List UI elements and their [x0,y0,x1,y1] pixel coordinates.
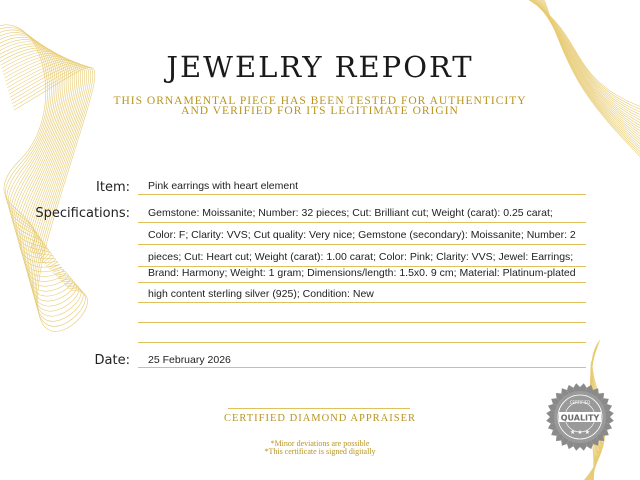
subtitle-line-1: THIS ORNAMENTAL PIECE HAS BEEN TESTED FOR AUTHENTICITY [113,95,527,107]
item-value: Pink earrings with heart element [148,180,298,192]
appraiser-rule [228,408,410,409]
spec-line-4: Brand: Harmony; Weight: 1 gram; Dimensions/length: 1.5x0. 9 cm; Material: Platinum-plated [148,267,576,279]
specifications-label: Specifications: [35,206,130,221]
spec-rule-4 [138,282,586,283]
item-rule [138,194,586,195]
seal-stars: ★ ★ ★ [570,429,590,436]
date-label: Date: [94,353,130,368]
spec-rule-5 [138,302,586,303]
spec-line-1: Gemstone: Moissanite; Number: 32 pieces; Cut: Brilliant cut; Weight (carat): 0.25 carat; [148,207,553,219]
spec-rule-1 [138,222,586,223]
seal-quality-text: QUALITY [560,413,600,423]
spec-line-2: Color: F; Clarity: VVS; Cut quality: Very nice; Gemstone (secondary): Moissanite; Number: 2 [148,229,576,241]
report-title: JEWELRY REPORT [166,50,474,84]
appraiser-title: CERTIFIED DIAMOND APPRAISER [223,413,417,424]
quality-seal-icon [545,382,615,452]
seal-ring-text: CERTIFIED [569,400,591,405]
spec-rule-6 [138,322,586,323]
subtitle-line-2: AND VERIFIED FOR ITS LEGITIMATE ORIGIN [181,105,459,117]
item-label: Item: [96,180,130,195]
date-value: 25 February 2026 [148,354,231,366]
note-deviations: *Minor deviations are possible [270,439,370,448]
footer-notes [0,440,640,456]
spec-line-5: high content sterling silver (925); Condition: New [148,288,374,300]
spec-rule-2 [138,244,586,245]
spec-line-3: pieces; Cut: Heart cut; Weight (carat): 1.00 carat; Color: Pink; Clarity: VVS; Jewel: Earrings; [148,251,574,263]
date-rule [138,367,586,368]
note-digital-signature: *This certificate is signed digitally [264,447,376,456]
spec-rule-7 [138,342,586,343]
report-subtitle [0,96,640,116]
